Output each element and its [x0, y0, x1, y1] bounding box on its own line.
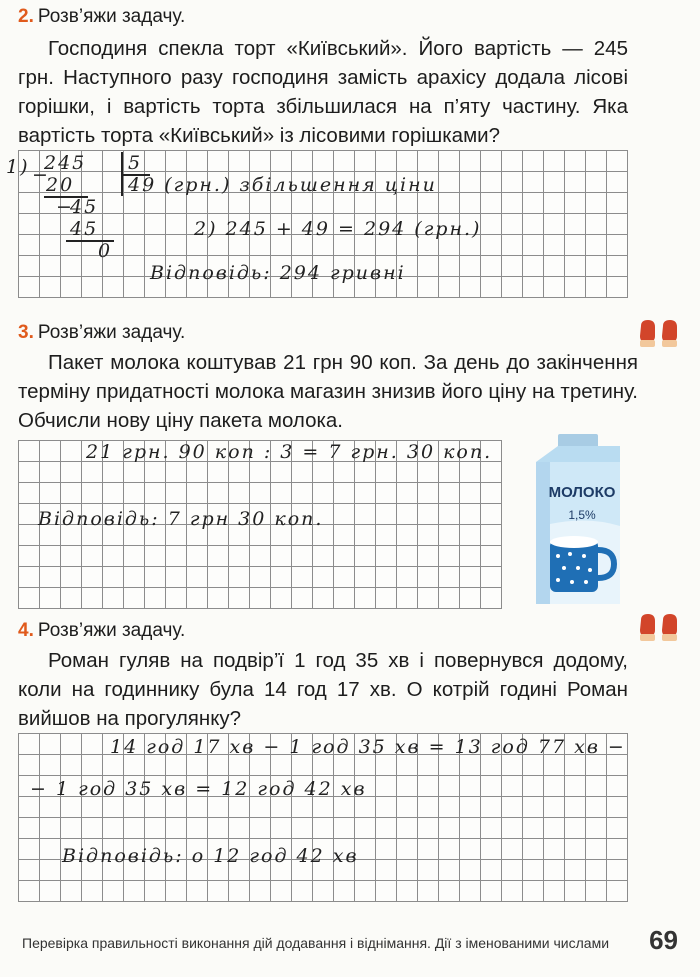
task-title: Розв’яжи задачу.	[37, 6, 186, 27]
hw-quotient-note: 49 (грн.) збільшення ціни	[128, 174, 437, 196]
task-number: 2.	[18, 6, 34, 27]
hw-sub1: 20	[46, 174, 75, 196]
hw-dividend: 245	[44, 152, 87, 174]
mittens-icon	[637, 612, 681, 644]
task-number: 4.	[18, 620, 34, 641]
task-4-text: Роман гуляв на подвір’ї 1 год 35 хв і повернувся додому, коли на годиннику була 14 год 17 хв. О котрій годині Роман вийшов на прогулянку?	[18, 649, 628, 730]
task-4-header	[18, 620, 185, 642]
minus-sign: −	[32, 164, 50, 186]
milk-fat: 1,5%	[568, 508, 596, 522]
task-2-text: Господиня спекла торт «Київський». Його вартість — 245 грн. Наступного разу господиня замість арахісу додала лісові горішки, і вартість торта збільшилася на п’яту частину. Яка вартість торта «Київський» із лісовими горішками?	[18, 37, 628, 147]
hw-sub2: 45	[70, 218, 99, 240]
hw-answer-task-2: Відповідь: 294 гривні	[150, 262, 406, 284]
hw-line1-task-4: 14 год 17 хв − 1 год 35 хв = 13 год 77 хв −	[110, 736, 626, 758]
task-3-header	[18, 322, 185, 344]
task-2-header	[18, 6, 185, 28]
task-title: Розв’яжи задачу.	[37, 322, 186, 343]
page-number: 69	[649, 925, 678, 955]
mittens-icon	[637, 318, 681, 350]
hw-answer-task-3: Відповідь: 7 грн 30 коп.	[38, 508, 324, 530]
hw-answer-task-4: Відповідь: о 12 год 42 хв	[62, 845, 359, 867]
hw-step1-label: 1)	[6, 156, 30, 178]
task-3-text: Пакет молока коштував 21 грн 90 коп. За день до закінчення терміну придатності молока магазин знизив його ціну на третину. Обчисли нову ціну пакета молока.	[18, 351, 638, 432]
milk-label: МОЛОКО	[548, 484, 616, 501]
minus-sign-2: −	[56, 196, 74, 218]
task-number: 3.	[18, 322, 34, 343]
hw-step2: 2) 245 + 49 = 294 (грн.)	[194, 218, 482, 240]
hw-rem2: 0	[98, 240, 113, 262]
answer-grid-task-4	[18, 733, 628, 902]
footer-text: Перевірка правильності виконання дій додавання і віднімання. Дії з іменованими числами	[22, 935, 610, 951]
hw-line1-task-3: 21 грн. 90 коп : 3 = 7 грн. 30 коп.	[86, 441, 493, 463]
hw-line2-task-4: − 1 год 35 хв = 12 год 42 хв	[30, 778, 367, 800]
hw-divisor: 5	[128, 152, 143, 174]
division-vertical	[121, 152, 123, 196]
task-title: Розв’яжи задачу.	[37, 620, 186, 641]
hw-rem1: 45	[70, 196, 99, 218]
